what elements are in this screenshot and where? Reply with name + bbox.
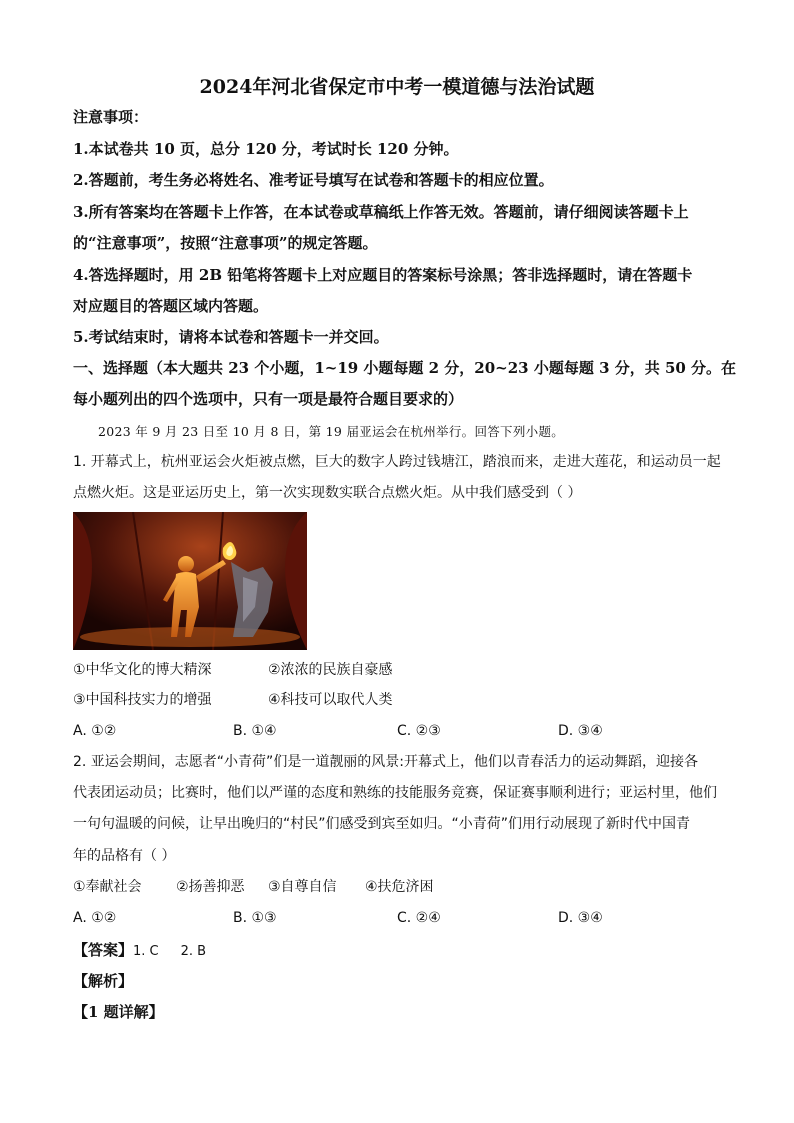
notice-line-1: 1.本试卷共 10 页，总分 120 分，考试时长 120 分钟。: [73, 140, 459, 158]
q1-choice-d: D. ③④: [558, 723, 603, 739]
notice-line-3: 3.所有答案均在答题卡上作答，在本试卷或草稿纸上作答无效。答题前，请仔细阅读答题卡上: [73, 203, 689, 221]
q2-choice-b: B. ①③: [233, 910, 277, 926]
q1-stem-line-2: 点燃火炬。这是亚运历史上，第一次实现数实联合点燃火炬。从中我们感受到（ ）: [73, 485, 582, 501]
torch-lighting-illustration: [73, 512, 307, 650]
q2-stem-line-3: 一句句温暖的问候，让早出晚归的“村民”们感受到宾至如归。“小青荷”们用行动展现了新时代中国青: [73, 816, 691, 832]
q1-statement-1: ①中华文化的博大精深: [73, 662, 212, 678]
analysis-label: 【解析】: [73, 972, 134, 990]
q2-stem-line-1: 2. 亚运会期间，志愿者“小青荷”们是一道靓丽的风景:开幕式上，他们以青春活力的运动舞蹈，迎接各: [73, 754, 699, 770]
q2-choice-a: A. ①②: [73, 910, 117, 926]
notice-line-3-cont: 的“注意事项”，按照“注意事项”的规定答题。: [73, 234, 378, 252]
q1-statement-3: ③中国科技实力的增强: [73, 692, 212, 708]
notice-line-5: 5.考试结束时，请将本试卷和答题卡一并交回。: [73, 328, 389, 346]
answer-1: 1. C: [133, 944, 159, 959]
notice-line-4: 4.答选择题时，用 2B 铅笔将答题卡上对应题目的答案标号涂黑；答非选择题时，请在答题卡: [73, 266, 693, 284]
detail-label: 【1 题详解】: [73, 1003, 164, 1021]
q1-choice-a: A. ①②: [73, 723, 117, 739]
answer-row: [73, 940, 206, 962]
q2-statement-4: ④扶危济困: [365, 879, 434, 895]
notice-line-4-cont: 对应题目的答题区域内答题。: [73, 297, 269, 315]
section-heading-cont: 每小题列出的四个选项中，只有一项是最符合题目要求的）: [73, 390, 464, 408]
q1-statement-2: ②浓浓的民族自豪感: [268, 662, 393, 678]
q1-stem-line-1: 1. 开幕式上，杭州亚运会火炬被点燃，巨大的数字人跨过钱塘江，踏浪而来，走进大莲花，和运动员一起: [73, 454, 721, 470]
q2-stem-line-4: 年的品格有（ ）: [73, 848, 176, 864]
q2-choice-d: D. ③④: [558, 910, 603, 926]
torch-lighting-photo: [73, 512, 307, 650]
q1-choice-c: C. ②③: [397, 723, 441, 739]
exam-title: 2024年河北省保定市中考一模道德与法治试题: [199, 76, 595, 98]
q2-statement-3: ③自尊自信: [268, 879, 337, 895]
q1-choice-b: B. ①④: [233, 723, 277, 739]
q2-statement-2: ②扬善抑恶: [176, 879, 245, 895]
answer-2: 2. B: [180, 944, 207, 959]
question-group-intro: 2023 年 9 月 23 日至 10 月 8 日，第 19 届亚运会在杭州举行。回答下列小题。: [98, 424, 565, 439]
section-heading: 一、选择题（本大题共 23 个小题，1~19 小题每题 2 分，20~23 小题每题 3 分，共 50 分。在: [73, 359, 737, 377]
q2-choice-c: C. ②④: [397, 910, 441, 926]
q2-stem-line-2: 代表团运动员；比赛时，他们以严谨的态度和熟练的技能服务竞赛，保证赛事顺利进行；亚运村里，他们: [73, 785, 717, 801]
notice-heading: 注意事项：: [73, 108, 149, 126]
notice-line-2: 2.答题前，考生务必将姓名、准考证号填写在试卷和答题卡的相应位置。: [73, 171, 554, 189]
q1-statement-4: ④科技可以取代人类: [268, 692, 393, 708]
answer-label: 【答案】: [73, 941, 134, 959]
q2-statement-1: ①奉献社会: [73, 879, 142, 895]
